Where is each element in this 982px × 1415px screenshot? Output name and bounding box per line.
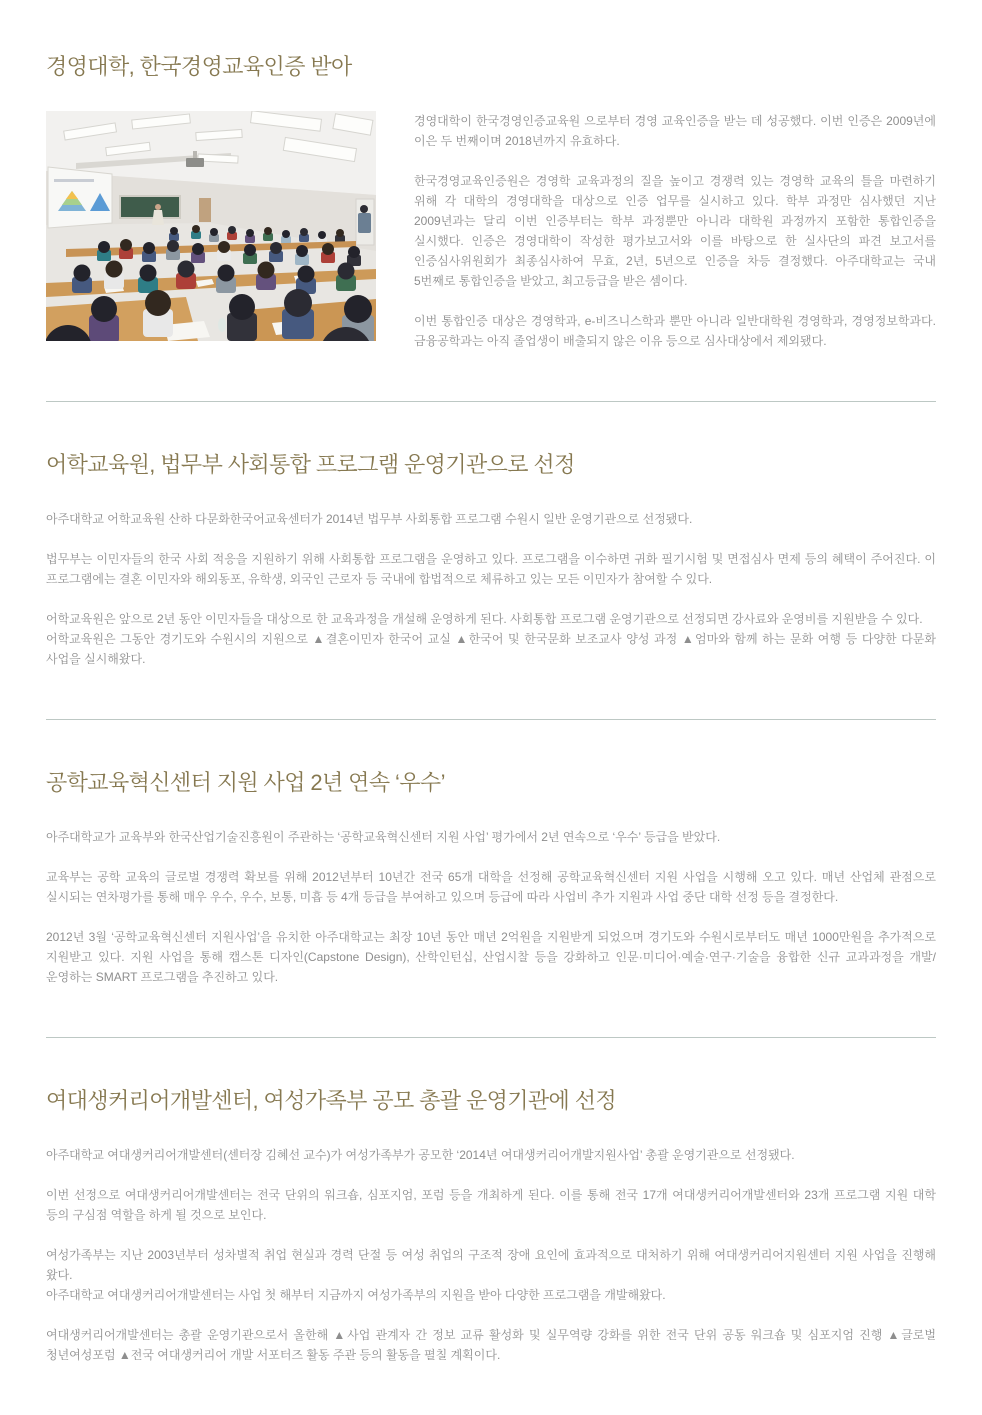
article-body xyxy=(414,111,936,371)
lecture-hall-photo xyxy=(46,111,376,341)
article-title: 공학교육혁신센터 지원 사업 2년 연속 ‘우수’ xyxy=(46,770,445,795)
article-paragraph: 어학교육원은 앞으로 2년 동안 이민자들을 대상으로 한 교육과정을 개설해 운영하게 된다. 사회통합 프로그램 운영기관으로 선정되면 강사료와 운영비를 지원받을 수 있다. xyxy=(46,612,923,626)
article-paragraph: 경영대학이 한국경영인증교육원 으로부터 경영 교육인증을 받는 데 성공했다. 이번 인증은 2009년에 이은 두 번째이며 2018년까지 유효하다. xyxy=(414,114,936,148)
article-paragraph: 아주대학교 어학교육원 산하 다문화한국어교육센터가 2014년 법무부 사회통합 프로그램 수원시 일반 운영기관으로 선정됐다. xyxy=(46,512,693,526)
article-paragraph: 여성가족부는 지난 2003년부터 성차별적 취업 현실과 경력 단절 등 여성 취업의 구조적 장애 요인에 효과적으로 대처하기 위해 여대생커리어지원센터 지원 사업을 진행해 왔다. xyxy=(46,1248,936,1282)
article-title: 어학교육원, 법무부 사회통합 프로그램 운영기관으로 선정 xyxy=(46,452,575,477)
article-paragraph: 법무부는 이민자들의 한국 사회 적응을 지원하기 위해 사회통합 프로그램을 운영하고 있다. 프로그램을 이수하면 귀화 필기시험 및 면접심사 면제 등의 혜택이 주어진다. 이 프로그램에는 결혼 이민자와 해외동포, 유학생, 외국인 근로자 등 국내에 합법적으로 체류하고 있는 모든 이민자가 참여할 수 있다. xyxy=(46,552,936,586)
article-paragraph: 아주대학교가 교육부와 한국산업기술진흥원이 주관하는 ‘공학교육혁신센터 지원 사업’ 평가에서 2년 연속으로 ‘우수’ 등급을 받았다. xyxy=(46,830,721,844)
article-paragraph: 교육부는 공학 교육의 글로벌 경쟁력 확보를 위해 2012년부터 10년간 전국 65개 대학을 선정해 공학교육혁신센터 지원 사업을 시행해 오고 있다. 매년 산업체 관점으로 실시되는 연차평가를 통해 매우 우수, 우수, 보통, 미흡 등 4개 등급을 부여하고 있으며 등급에 따라 사업비 추가 지원과 사업 중단 대학 선정 등을 결정한다. xyxy=(46,870,936,904)
article-paragraph: 여대생커리어개발센터는 총괄 운영기관으로서 올한해 ▲사업 관계자 간 정보 교류 활성화 및 실무역량 강화를 위한 전국 단위 공동 워크숍 및 심포지엄 진행 ▲글로벌 청년여성포럼 ▲전국 여대생커리어 개발 서포터즈 활동 주관 등의 활동을 펼칠 계획이다. xyxy=(46,1328,936,1362)
article-title: 경영대학, 한국경영교육인증 받아 xyxy=(46,54,352,79)
article-paragraph: 이번 선정으로 여대생커리어개발센터는 전국 단위의 워크숍, 심포지엄, 포럼 등을 개최하게 된다. 이를 통해 전국 17개 여대생커리어개발센터와 23개 프로그램 지원 대학 등의 구심점 역할을 하게 될 것으로 보인다. xyxy=(46,1188,936,1222)
article-paragraph: 이번 통합인증 대상은 경영학과, e-비즈니스학과 뿐만 아니라 일반대학원 경영학과, 경영정보학과다. 금융공학과는 아직 졸업생이 배출되지 않은 이유 등으로 심사대상에서 제외됐다. xyxy=(414,314,936,348)
article-paragraph: 2012년 3월 ‘공학교육혁신센터 지원사업’을 유치한 아주대학교는 최장 10년 동안 매년 2억원을 지원받게 되었으며 경기도와 수원시로부터도 매년 1000만원을 추가적으로 지원받고 있다. 지원 사업을 통해 캡스톤 디자인(Capstone Design), 산학인턴십, 산업시찰 등을 강화하고 인문·미디어·예술·연구·기술을 융합한 신규 교과과정을 개발/운영하는 SMART 프로그램을 추진하고 있다. xyxy=(46,930,936,984)
article-paragraph: 한국경영교육인증원은 경영학 교육과정의 질을 높이고 경쟁력 있는 경영학 교육의 틀을 마련하기 위해 각 대학의 경영대학을 대상으로 인증 업무를 실시하고 있다. 학부 과정만 심사했던 지난 2009년과는 달리 이번 인증부터는 학부 과정뿐만 아니라 대학원 과정까지 포함한 통합인증을 실시했다. 인증은 경영대학이 작성한 평가보고서와 이를 바탕으로 한 실사단의 파견 보고서를 인증심사위원회가 최종심사하여 무효, 2년, 5년으로 인증을 차등 결정했다. 아주대학교는 국내 5번째로 통합인증을 받았고, 최고등급을 받은 셈이다. xyxy=(414,174,936,288)
article-paragraph: 어학교육원은 그동안 경기도와 수원시의 지원으로 ▲결혼이민자 한국어 교실 ▲한국어 및 한국문화 보조교사 양성 과정 ▲엄마와 함께 하는 문화 여행 등 다양한 다문화 사업을 실시해왔다. xyxy=(46,632,936,666)
article-paragraph: 아주대학교 여대생커리어개발센터(센터장 김혜선 교수)가 여성가족부가 공모한 ‘2014년 여대생커리어개발지원사업’ 총괄 운영기관으로 선정됐다. xyxy=(46,1148,795,1162)
article-media-row xyxy=(46,111,936,371)
article-engineering-innovation-center xyxy=(46,720,936,1037)
article-business-school-accreditation xyxy=(46,0,936,401)
article-language-education-center xyxy=(46,402,936,719)
article-title: 여대생커리어개발센터, 여성가족부 공모 총괄 운영기관에 선정 xyxy=(46,1088,617,1113)
article-womens-career-center xyxy=(46,1038,936,1415)
article-paragraph: 아주대학교 여대생커리어개발센터는 사업 첫 해부터 지금까지 여성가족부의 지원을 받아 다양한 프로그램을 개발해왔다. xyxy=(46,1288,666,1302)
